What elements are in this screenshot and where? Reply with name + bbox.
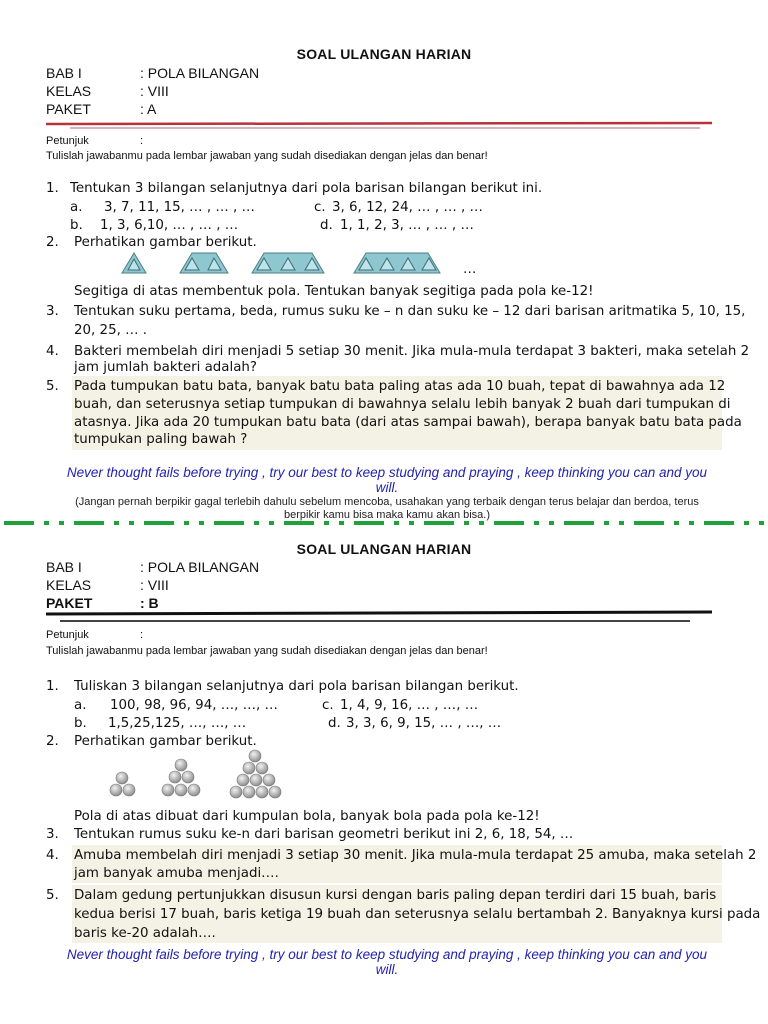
- q4-line-1: Bakteri membelah diri menjadi 5 setiap 30 menit. Jika mula-mula terdapat 3 bakteri, maka setelah 2: [74, 344, 750, 359]
- page-title: SOAL ULANGAN HARIAN: [296, 46, 472, 62]
- motto-line-2-b: will.: [375, 962, 399, 977]
- q1-c-label: c.: [314, 200, 326, 215]
- q2-number: 2.: [46, 235, 59, 250]
- petunjuk-label: Petunjuk: [46, 135, 89, 147]
- q2-number-b: 2.: [46, 734, 59, 749]
- q5-number-b: 5.: [46, 888, 59, 903]
- motto-line-1: Never thought fails before trying , try our best to keep studying and praying , keep thinking you can and you: [66, 465, 708, 480]
- q1-b-label-b: b.: [74, 716, 87, 731]
- q2-text-b: Perhatikan gambar berikut.: [74, 734, 257, 749]
- q3-number: 3.: [46, 304, 59, 319]
- ball-pattern-2: [162, 759, 200, 796]
- q1-text: Tentukan 3 bilangan selanjutnya dari pola barisan bilangan berikut ini.: [70, 181, 543, 196]
- q1-b: 1, 3, 6,10, … , … , …: [100, 218, 239, 233]
- meta-key-bab: BAB I: [46, 65, 82, 81]
- q5-line-1-b: Dalam gedung pertunjukkan disusun kursi dengan baris paling depan terdiri dari 15 buah, baris: [74, 888, 717, 903]
- q4-number-b: 4.: [46, 848, 59, 863]
- q3-number-b: 3.: [46, 827, 59, 842]
- q4-line-1-b: Amuba membelah diri menjadi 3 setiap 30 menit. Jika mula-mula terdapat 25 amuba, maka setelah 2: [74, 848, 757, 863]
- meta-key-paket: PAKET: [46, 101, 91, 117]
- motto-line-1-b: Never thought fails before trying , try our best to keep studying and praying , keep thinking you can and you: [66, 947, 708, 962]
- page-title-b: SOAL ULANGAN HARIAN: [296, 541, 472, 557]
- meta-value-paket-b: : B: [140, 595, 159, 611]
- q1-a: 3, 7, 11, 15, … , … , …: [104, 200, 255, 215]
- q2-caption: Segitiga di atas membentuk pola. Tentukan banyak segitiga pada pola ke-12!: [74, 284, 594, 299]
- meta-key-paket-b: PAKET: [46, 595, 93, 611]
- motto-b: [46, 947, 728, 977]
- motto-line-2: will.: [375, 480, 399, 495]
- petunjuk-colon-b: :: [140, 629, 144, 641]
- q4-line-2-b: jam banyak amuba menjadi….: [74, 866, 279, 881]
- q2-caption-b: Pola di atas dibuat dari kumpulan bola, banyak bola pada pola ke-12!: [74, 809, 540, 824]
- q1-c-label-b: c.: [322, 698, 334, 713]
- q1-c-b: 1, 4, 9, 16, … , …, …: [340, 698, 479, 713]
- q5-line-2: buah, dan seterusnya setiap tumpukan di bawahnya selalu lebih banyak 2 buah dari tumpukan di: [74, 397, 731, 412]
- q1-d: 1, 1, 2, 3, … , … , …: [340, 218, 474, 233]
- q1-number-b: 1.: [46, 679, 59, 694]
- q3-line-1: Tentukan suku pertama, beda, rumus suku ke – n dan suku ke – 12 dari barisan aritmatika 5, 10, 15,: [74, 304, 746, 319]
- q5-line-3-b: baris ke-20 adalah….: [74, 926, 216, 941]
- petunjuk-text: Tulislah jawabanmu pada lembar jawaban yang sudah disediakan dengan jelas dan benar!: [46, 150, 488, 162]
- translation-line-1: (Jangan pernah berpikir gagal terlebih dahulu sebelum mencoba, usahakan yang terbaik dengan terus belajar dan berdoa, terus: [75, 496, 699, 508]
- q2-text: Perhatikan gambar berikut.: [74, 235, 257, 250]
- q1-number: 1.: [46, 181, 59, 196]
- q5-line-1: Pada tumpukan batu bata, banyak batu bata paling atas ada 10 buah, tepat di bawahnya ada 12: [74, 379, 726, 394]
- q1-d-b: 3, 3, 6, 9, 15, … , …, …: [346, 716, 502, 731]
- q1-c: 3, 6, 12, 24, … , … , …: [332, 200, 483, 215]
- q1-d-label: d.: [320, 218, 333, 233]
- q1-a-label: a.: [70, 200, 83, 215]
- meta-value-bab-b: : POLA BILANGAN: [140, 559, 260, 575]
- meta-key-bab-b: BAB I: [46, 559, 82, 575]
- meta-value-kelas: : VIII: [140, 83, 169, 99]
- petunjuk-colon: :: [140, 135, 144, 147]
- translation-line-2: berpikir kamu bisa maka kamu akan bisa.): [283, 509, 491, 521]
- petunjuk-label-b: Petunjuk: [46, 629, 89, 641]
- ball-pattern-3: [230, 750, 281, 798]
- meta-value-kelas-b: : VIII: [140, 577, 169, 593]
- q1-a-label-b: a.: [74, 698, 87, 713]
- q5-line-2-b: kedua berisi 17 buah, baris ketiga 19 buah dan seterusnya selalu bertambah 2. Banyaknya kursi pada: [74, 907, 761, 922]
- q5-line-4: tumpukan paling bawah ?: [74, 432, 248, 447]
- q2-ellipsis: …: [463, 262, 477, 277]
- meta-key-kelas: KELAS: [46, 83, 92, 99]
- q5-line-3: atasnya. Jika ada 20 tumpukan batu bata (dari atas sampai bawah), berapa banyak batu bata pada: [74, 415, 742, 430]
- q1-d-label-b: d.: [328, 716, 341, 731]
- meta-value-bab: : POLA BILANGAN: [140, 65, 260, 81]
- q1-text-b: Tuliskan 3 bilangan selanjutnya dari pola barisan bilangan berikut.: [74, 679, 519, 694]
- q3-line-1-b: Tentukan rumus suku ke-n dari barisan geometri berikut ini 2, 6, 18, 54, …: [74, 827, 574, 842]
- q4-line-2: jam jumlah bakteri adalah?: [74, 360, 258, 375]
- q1-b-b: 1,5,25,125, …, …, …: [108, 716, 247, 731]
- q1-a-b: 100, 98, 96, 94, …, …, …: [110, 698, 278, 713]
- q5-number: 5.: [46, 379, 59, 394]
- q3-line-2: 20, 25, … .: [74, 323, 148, 338]
- petunjuk-text-b: Tulislah jawabanmu pada lembar jawaban yang sudah disediakan dengan jelas dan benar!: [46, 645, 488, 657]
- meta-value-paket: : A: [140, 101, 157, 117]
- q1-b-label: b.: [70, 218, 83, 233]
- ball-pattern-1: [110, 772, 135, 796]
- meta-key-kelas-b: KELAS: [46, 577, 92, 593]
- q4-number: 4.: [46, 344, 59, 359]
